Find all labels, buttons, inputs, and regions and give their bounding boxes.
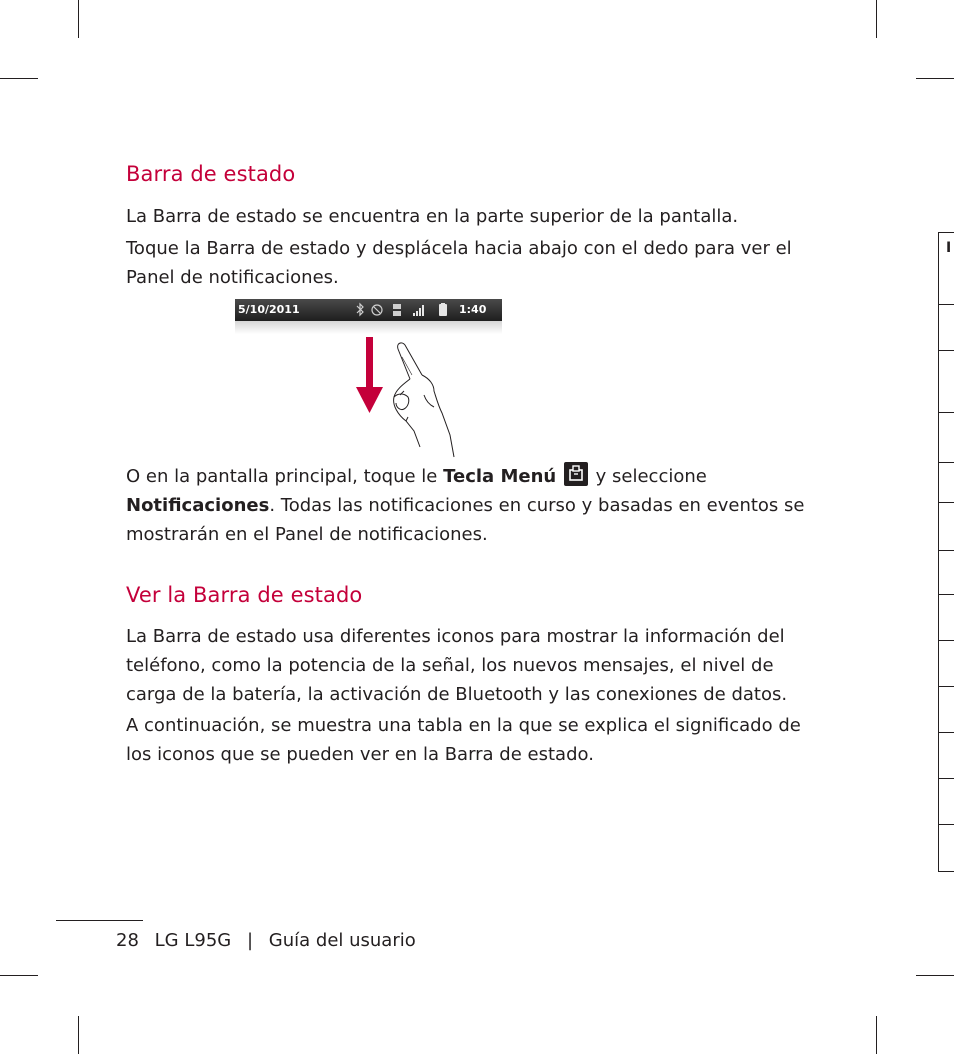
crop-mark xyxy=(0,975,38,976)
crop-mark xyxy=(876,0,877,38)
crop-mark xyxy=(78,1016,79,1054)
crop-mark xyxy=(916,78,954,79)
status-bar-illustration xyxy=(235,299,502,334)
side-tab xyxy=(938,778,954,825)
model-name: LG L95G xyxy=(154,930,232,951)
page-footer xyxy=(116,930,416,951)
text: . Todas las notificaciones en curso y basadas en eventos se mostrarán en el Panel de notificaciones. xyxy=(126,495,805,545)
status-bar-time: 1:40 xyxy=(459,303,487,316)
paragraph: La Barra de estado usa diferentes iconos para mostrar la información del teléfono, como la potencia de la señal, los nuevos mensajes, el nivel de carga de la batería, la activación de Bluetooth y las conexiones de datos. xyxy=(126,626,788,705)
text: O en la pantalla principal, toque le xyxy=(126,466,444,487)
footer-separator: | xyxy=(246,930,254,951)
side-tab xyxy=(938,732,954,779)
side-tab xyxy=(938,824,954,872)
side-tab xyxy=(938,502,954,551)
status-bar-icons xyxy=(353,302,453,318)
3g-data-icon xyxy=(393,304,401,316)
side-tab xyxy=(938,550,954,595)
down-arrow-icon xyxy=(356,337,383,413)
paragraph: A continuación, se muestra una tabla en la que se explica el significado de los iconos que se pueden ver en la Barra de estado. xyxy=(126,715,801,765)
status-bar-date: 5/10/2011 xyxy=(238,303,300,316)
signal-icon xyxy=(413,305,424,316)
section-heading-ver-la-barra: Ver la Barra de estado xyxy=(126,583,363,607)
text: y seleccione xyxy=(589,466,707,487)
side-tab xyxy=(938,686,954,733)
section-heading-barra-de-estado: Barra de estado xyxy=(126,162,296,186)
paragraph: Toque la Barra de estado y desplácela hacia abajo con el dedo para ver el Panel de notificaciones. xyxy=(126,238,792,288)
side-tab xyxy=(938,594,954,641)
side-tab xyxy=(938,412,954,463)
crop-mark xyxy=(876,1016,877,1054)
crop-mark xyxy=(78,0,79,38)
menu-key-icon xyxy=(564,462,588,486)
side-tab xyxy=(938,640,954,687)
crop-mark xyxy=(916,975,954,976)
crop-mark xyxy=(0,78,38,79)
footer-rule xyxy=(56,920,143,921)
swipe-down-gesture xyxy=(350,335,470,460)
battery-icon xyxy=(439,303,447,316)
paragraph: La Barra de estado se encuentra en la parte superior de la pantalla. xyxy=(126,206,739,227)
option-name-notificaciones: Notificaciones xyxy=(126,495,270,516)
bluetooth-icon xyxy=(357,304,363,315)
side-tab xyxy=(938,350,954,413)
side-tab-label: I xyxy=(946,240,952,256)
page-number: 28 xyxy=(116,930,139,951)
paragraph-menu-key xyxy=(126,462,826,549)
finger-swipe-icon xyxy=(394,343,454,457)
sync-icon xyxy=(372,305,382,315)
side-tab xyxy=(938,462,954,503)
key-name-tecla-menu: Tecla Menú xyxy=(443,466,557,487)
status-bar-pull-shadow xyxy=(235,321,502,334)
side-tab xyxy=(938,304,954,351)
guide-name: Guía del usuario xyxy=(268,930,416,951)
